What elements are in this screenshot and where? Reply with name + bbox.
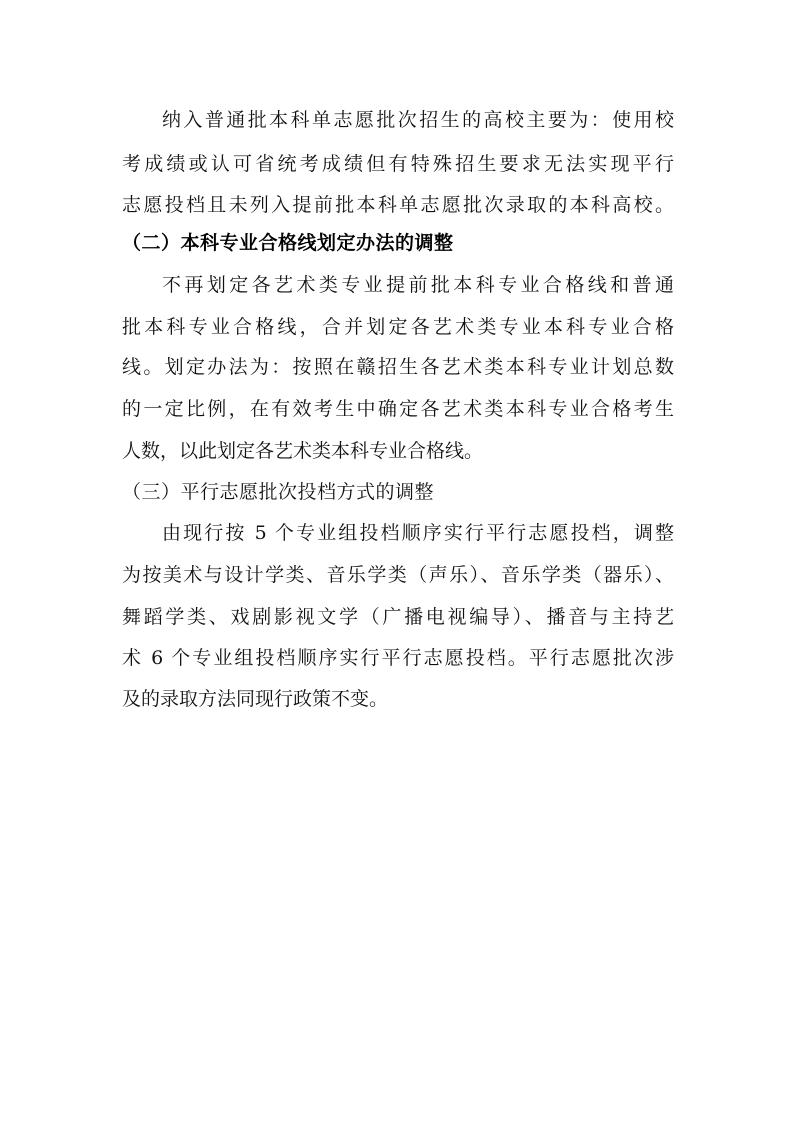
section-heading-3: （三）平行志愿批次投档方式的调整 <box>122 481 435 503</box>
paragraph-1-line-2: 考成绩或认可省统考成绩但有特殊招生要求无法实现平行 <box>122 153 674 175</box>
paragraph-1-line-3: 志愿投档且未列入提前批本科单志愿批次录取的本科高校。 <box>122 194 674 216</box>
paragraph-3-line-2: 为按美术与设计学类、音乐学类（声乐）、音乐学类（器乐）、 <box>122 564 674 586</box>
paragraph-3-line-1: 由现行按 5 个专业组投档顺序实行平行志愿投档，调整 <box>162 522 674 544</box>
paragraph-2-line-2: 批本科专业合格线，合并划定各艺术类专业本科专业合格 <box>122 316 674 338</box>
paragraph-2-line-3: 线。划定办法为：按照在赣招生各艺术类本科专业计划总数 <box>122 356 674 378</box>
section-heading-2: （二）本科专业合格线划定办法的调整 <box>122 232 454 254</box>
paragraph-1-line-1: 纳入普通批本科单志愿批次招生的高校主要为：使用校 <box>162 109 674 131</box>
paragraph-3-line-4: 术 6 个专业组投档顺序实行平行志愿投档。平行志愿批次涉 <box>122 647 674 669</box>
paragraph-2-line-1: 不再划定各艺术类专业提前批本科专业合格线和普通 <box>162 274 674 296</box>
paragraph-3-line-3: 舞蹈学类、戏剧影视文学（广播电视编导）、播音与主持艺 <box>122 606 674 628</box>
paragraph-2-line-4: 的一定比例，在有效考生中确定各艺术类本科专业合格考生 <box>122 398 674 420</box>
paragraph-2-line-5: 人数，以此划定各艺术类本科专业合格线。 <box>122 440 484 462</box>
paragraph-3-line-5: 及的录取方法同现行政策不变。 <box>122 688 389 710</box>
